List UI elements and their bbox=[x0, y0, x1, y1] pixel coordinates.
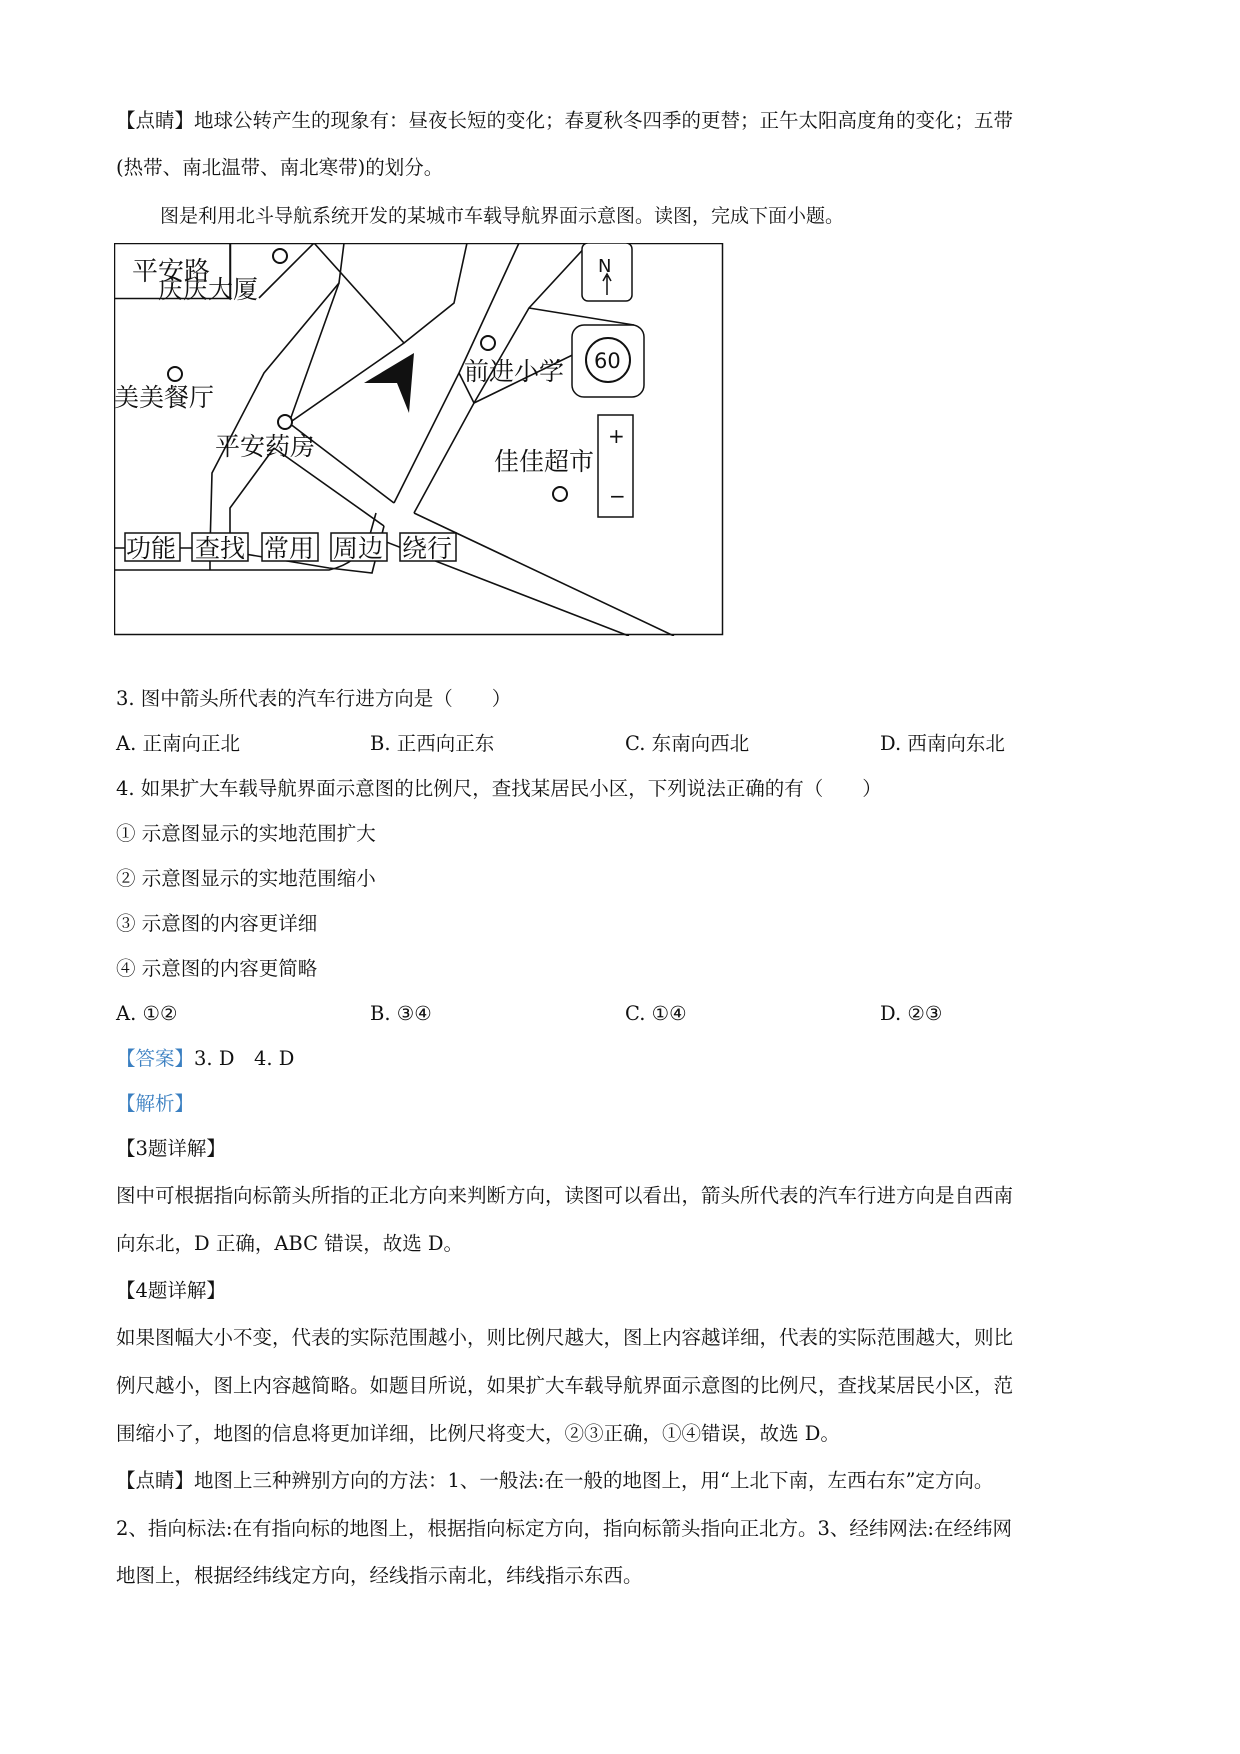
road-label-pingan: 平安路 bbox=[132, 257, 211, 287]
answer-text: 3. D 4. D bbox=[194, 1047, 295, 1070]
tip2-line2: 2、指向标法:在有指向标的地图上，根据指向标定方向，指向标箭头指向正北方。3、经纬网法:在经纬网 bbox=[116, 1517, 1012, 1540]
q4-item-3: ③ 示意图的内容更详细 bbox=[116, 912, 318, 935]
detail3-line1: 图中可根据指向标箭头所指的正北方向来判断方向，读图可以看出，箭头所代表的汽车行进方向是自西南 bbox=[116, 1184, 1014, 1207]
answer-label: 【答案】 bbox=[116, 1047, 195, 1070]
tip1-line1: 【点睛】地球公转产生的现象有：昼夜长短的变化；春夏秋冬四季的更替；正午太阳高度角的变化；五带 bbox=[116, 109, 1014, 132]
q3-option-b: B. 正西向正东 bbox=[370, 732, 495, 755]
marker-qingqing bbox=[273, 249, 287, 263]
place-meimei: 美美餐厅 bbox=[114, 383, 215, 412]
detail4-line3: 围缩小了，地图的信息将更加详细，比例尺将变大，②③正确，①④错误，故选 D。 bbox=[116, 1422, 840, 1445]
speed-limit-value: 60 bbox=[594, 349, 621, 373]
marker-supermarket bbox=[553, 487, 567, 501]
detail4-line1: 如果图幅大小不变，代表的实际范围越小，则比例尺越大，图上内容越详细，代表的实际范围越大，则比 bbox=[116, 1326, 1014, 1349]
place-supermarket: 佳佳超市 bbox=[494, 447, 595, 476]
q4-item-2: ② 示意图显示的实地范围缩小 bbox=[116, 867, 376, 890]
q3-option-c: C. 东南向西北 bbox=[625, 732, 750, 755]
detail3-line2: 向东北，D 正确，ABC 错误，故选 D。 bbox=[116, 1232, 464, 1255]
q4-item-1: ① 示意图显示的实地范围扩大 bbox=[116, 822, 376, 845]
q4-option-a: A. ①② bbox=[116, 1002, 178, 1025]
zoom-in-button[interactable]: + bbox=[608, 424, 625, 448]
q3-option-a: A. 正南向正北 bbox=[116, 732, 240, 755]
answer-line bbox=[116, 1045, 294, 1073]
compass-letter: N bbox=[598, 256, 612, 277]
tip2-line3: 地图上，根据经纬线定方向，经线指示南北，纬线指示东西。 bbox=[116, 1564, 643, 1587]
q4-option-b: B. ③④ bbox=[370, 1002, 432, 1025]
q3-option-d: D. 西南向东北 bbox=[880, 732, 1005, 755]
q4-option-c: C. ①④ bbox=[625, 1002, 687, 1025]
q4-item-4: ④ 示意图的内容更简略 bbox=[116, 957, 318, 980]
zoom-out-button[interactable]: − bbox=[609, 484, 626, 508]
menu-label-detour: 绕行 bbox=[402, 534, 453, 563]
marker-school bbox=[481, 336, 495, 350]
menu-label-common: 常用 bbox=[264, 534, 315, 563]
tip1-line2: (热带、南北温带、南北寒带)的划分。 bbox=[116, 156, 444, 179]
q4-option-d: D. ②③ bbox=[880, 1002, 943, 1025]
place-school: 前进小学 bbox=[464, 357, 565, 386]
menu-label-function: 功能 bbox=[126, 534, 177, 563]
menu-label-nearby: 周边 bbox=[333, 534, 384, 563]
q3-stem: 3. 图中箭头所代表的汽车行进方向是（ ） bbox=[116, 687, 512, 710]
question-intro: 图是利用北斗导航系统开发的某城市车载导航界面示意图。读图，完成下面小题。 bbox=[160, 205, 845, 227]
detail4-line2: 例尺越小，图上内容越简略。如题目所说，如果扩大车载导航界面示意图的比例尺，查找某居民小区，范 bbox=[116, 1374, 1014, 1397]
detail4-title: 【4题详解】 bbox=[116, 1279, 226, 1302]
menu-label-search: 查找 bbox=[195, 534, 246, 563]
navigation-map-figure bbox=[114, 243, 724, 636]
analysis-label: 【解析】 bbox=[116, 1092, 195, 1115]
place-pharmacy: 平安药房 bbox=[215, 432, 316, 461]
tip2-line1: 【点睛】地图上三种辨别方向的方法：1、一般法:在一般的地图上，用“上北下南，左西右东”定方向。 bbox=[116, 1469, 994, 1492]
marker-pharmacy bbox=[278, 415, 292, 429]
marker-meimei bbox=[168, 367, 182, 381]
q4-stem: 4. 如果扩大车载导航界面示意图的比例尺，查找某居民小区，下列说法正确的有（ ） bbox=[116, 777, 882, 800]
place-qingqing: 庆庆大厦 bbox=[158, 275, 259, 304]
detail3-title: 【3题详解】 bbox=[116, 1137, 226, 1160]
